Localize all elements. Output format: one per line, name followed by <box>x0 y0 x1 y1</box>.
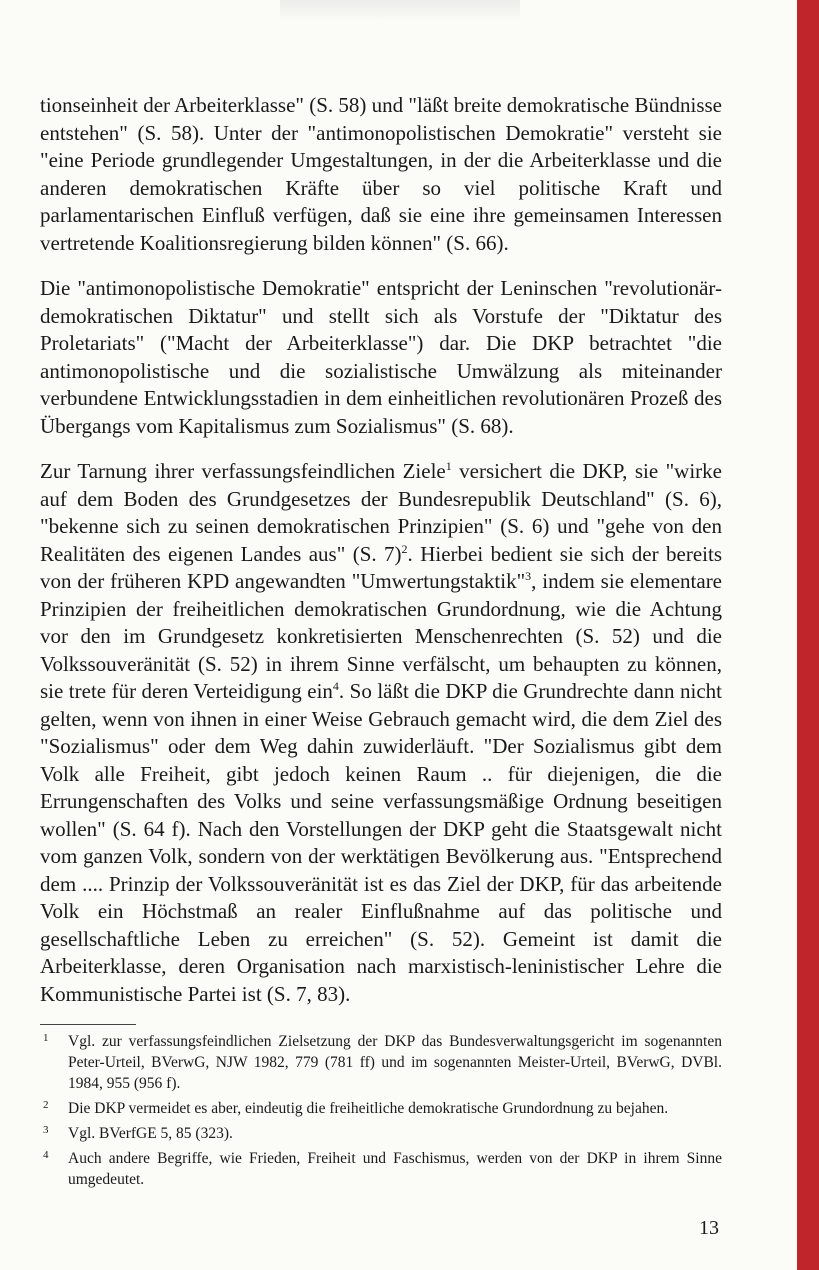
red-page-edge <box>797 0 819 1270</box>
footnote-text: Vgl. BVerfGE 5, 85 (323). <box>68 1125 233 1142</box>
page-number: 13 <box>699 1217 719 1239</box>
paragraph-3-text-b: versichert die DKP, sie "wirke auf dem Boden des Grundgesetzes der Bundesrepublik Deutschland" (S. 6), "bekenne sich zu seinen demokratischen Prinzipien" (S. 6) und "gehe von den Realitäten des eigenen Landes aus" (S. 7) <box>40 459 722 566</box>
footnote-number: 2 <box>43 1099 49 1111</box>
footnote-4 <box>40 1148 722 1190</box>
paragraph-3-text-d: , indem sie elementare Prinzipien der freiheitlichen demokratischen Grundordnung, wie die Achtung vor den im Grundgesetz konkretisierten Menschenrechten (S. 52) und die Volkssouveränität (S. 52) in ihrem Sinne verfälscht, um behaupten zu können, sie trete für deren Verteidigung ein <box>40 569 723 703</box>
footnote-text: Vgl. zur verfassungsfeindlichen Zielsetzung der DKP das Bundesverwaltungsgericht im sogenannten Peter-Urteil, BVerwG, NJW 1982, 779 (781 ff) und im sogenannten Meister-Urteil, BVerwG, DVBl. 1984, 955 (956 f). <box>68 1033 722 1092</box>
footnote-divider <box>40 1024 136 1025</box>
paragraph-2: Die "antimonopolistische Demokratie" entspricht der Leninschen "revolutionär-demokratischen Diktatur" und stellt sich als Vorstufe der "Diktatur des Proletariats" ("Macht der Arbeiterklasse") dar. Die DKP betrachtet "die antimonopolistische und die sozialistische Umwälzung als miteinander verbundene Entwicklungsstadien in dem einheitlichen revolutionären Prozeß des Übergangs vom Kapitalismus zum Sozialismus" (S. 68). <box>40 276 722 438</box>
footnote-2 <box>40 1098 722 1119</box>
footnote-3 <box>40 1123 722 1144</box>
footnote-ref-2: 2 <box>401 541 408 556</box>
paragraph-3-text-a: Zur Tarnung ihrer verfassungsfeindlichen Ziele <box>40 459 446 483</box>
footnote-number: 3 <box>43 1124 49 1136</box>
body-text <box>40 92 722 1008</box>
footnotes <box>40 1031 722 1194</box>
paragraph-3 <box>40 458 722 1008</box>
footnote-number: 4 <box>43 1149 49 1161</box>
paragraph-3-text-c: . Hierbei bedient sie sich der bereits von der früheren KPD angewandten "Umwertungstaktik" <box>40 541 722 593</box>
paragraph-1: tionseinheit der Arbeiterklasse" (S. 58) und "läßt breite demokratische Bündnisse entstehen" (S. 58). Unter der "antimonopolistischen Demokratie" versteht sie "eine Periode grundlegender Umgestaltungen, in der die Arbeiterklasse und die anderen demokratischen Kräfte über so viel politische Kraft und parlamentarischen Einfluß verfügen, daß sie eine ihre gemeinsamen Interessen vertretende Koalitionsregierung bilden können" (S. 66). <box>40 93 722 255</box>
footnote-ref-4: 4 <box>332 679 339 693</box>
footnote-1 <box>40 1031 722 1094</box>
footnote-text: Auch andere Begriffe, wie Frieden, Freiheit und Faschismus, werden von der DKP in ihrem Sinne umgedeutet. <box>68 1150 722 1188</box>
footnote-text: Die DKP vermeidet es aber, eindeutig die freiheitliche demokratische Grundordnung zu bejahen. <box>68 1100 669 1117</box>
scan-shadow <box>280 0 520 22</box>
footnote-ref-1: 1 <box>445 459 452 473</box>
paragraph-3-text-e: . So läßt die DKP die Grundrechte dann nicht gelten, wenn von ihnen in einer Weise Gebrauch gemacht wird, die dem Ziel des "Sozialismus" oder dem Weg dahin zuwiderläuft. "Der Sozialismus gibt dem Volk alle Freiheit, gibt jedoch keinen Raum .. für diejenigen, die die Errungenschaften des Volks und seine verfassungsmäßige Ordnung beseitigen wollen" (S. 64 f). Nach den Vorstellungen der DKP geht die Staatsgewalt nicht vom ganzen Volk, sondern von der werktätigen Bevölkerung aus. "Entsprechend dem .... Prinzip der Volkssouveränität ist es das Ziel der DKP, für das arbeitende Volk ein Höchstmaß an realer Einflußnahme auf das politische und gesellschaftliche Leben zu erreichen" (S. 52). Gemeint ist damit die Arbeiterklasse, deren Organisation nach marxistisch-leninistischer Lehre die Kommunistische Partei ist (S. 7, 83). <box>40 679 722 1006</box>
footnote-ref-3: 3 <box>525 569 532 583</box>
footnote-number: 1 <box>43 1032 49 1044</box>
